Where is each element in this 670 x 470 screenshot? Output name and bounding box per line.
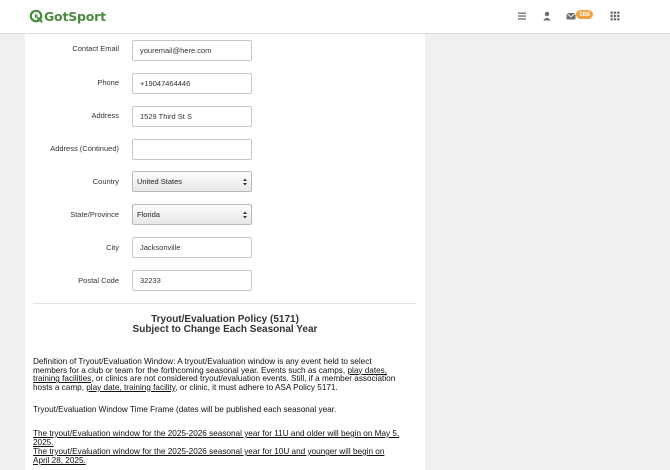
address-label: Address bbox=[91, 111, 119, 120]
mail-count-badge: 168 bbox=[576, 10, 593, 19]
envelope-icon[interactable] bbox=[566, 11, 576, 21]
brand-name: GotSport bbox=[44, 8, 106, 24]
policy-title: Tryout/Evaluation Policy (5171) bbox=[151, 314, 299, 325]
address-continued-input[interactable] bbox=[132, 139, 252, 160]
list-icon[interactable] bbox=[517, 11, 527, 21]
postal-code-input[interactable]: 32233 bbox=[132, 270, 252, 291]
contact-email-input[interactable]: youremail@here.com bbox=[132, 40, 252, 61]
section-divider bbox=[33, 303, 416, 304]
state-selected-value: Florida bbox=[137, 210, 160, 219]
policy-subtitle: Subject to Change Each Seasonal Year bbox=[132, 324, 318, 335]
address-continued-label: Address (Continued) bbox=[50, 144, 119, 153]
contact-email-label: Contact Email bbox=[72, 44, 119, 53]
play-dates-link[interactable]: play dates, bbox=[347, 365, 388, 375]
select-arrows-icon bbox=[242, 210, 248, 220]
grid-icon[interactable] bbox=[610, 11, 620, 21]
tryout-definition-paragraph: Definition of Tryout/Evaluation Window: A tryout/Evaluation window is any event held to select members for a club or team for the forthcoming seasonal year. Events such as camps, play dates, training facilities, or clinics are not considered tryout/evaluation events. Still, if a member association hosts a camp, play date, training facility, or clinic, it must adhere to ASA Policy 5171. bbox=[33, 357, 396, 392]
user-icon[interactable] bbox=[542, 11, 552, 21]
gotsport-logo[interactable] bbox=[29, 8, 106, 24]
country-selected-value: United States bbox=[137, 177, 183, 186]
state-select[interactable] bbox=[132, 204, 252, 225]
postal-code-label: Postal Code bbox=[78, 276, 119, 285]
phone-input[interactable]: +19047464446 bbox=[132, 73, 252, 94]
training-facilities-link[interactable]: training facilities bbox=[33, 374, 92, 384]
time-frame-paragraph: Tryout/Evaluation Window Time Frame (dates will be published each seasonal year. bbox=[33, 405, 337, 414]
rule-11u-paragraph: The tryout/Evaluation window for the 2025-2026 seasonal year for 11U and older will begin on May 5, 2025. bbox=[33, 429, 400, 447]
select-arrows-icon bbox=[242, 177, 248, 187]
top-navbar bbox=[0, 0, 670, 34]
city-label: City bbox=[106, 243, 119, 252]
address-input[interactable]: 1529 Third St S bbox=[132, 106, 252, 127]
city-input[interactable]: Jacksonville bbox=[132, 237, 252, 258]
gotsport-logo-icon bbox=[29, 9, 43, 23]
rule-10u-paragraph: The tryout/Evaluation window for the 2025-2026 seasonal year for 10U and younger will begin on April 28, 2025. bbox=[33, 447, 385, 465]
country-select[interactable] bbox=[132, 171, 252, 192]
registration-form-panel bbox=[25, 34, 425, 470]
country-label: Country bbox=[92, 177, 119, 186]
phone-label: Phone bbox=[97, 78, 119, 87]
state-label: State/Province bbox=[70, 210, 119, 219]
play-date-training-facility-link[interactable]: play date, training facility bbox=[86, 382, 176, 392]
